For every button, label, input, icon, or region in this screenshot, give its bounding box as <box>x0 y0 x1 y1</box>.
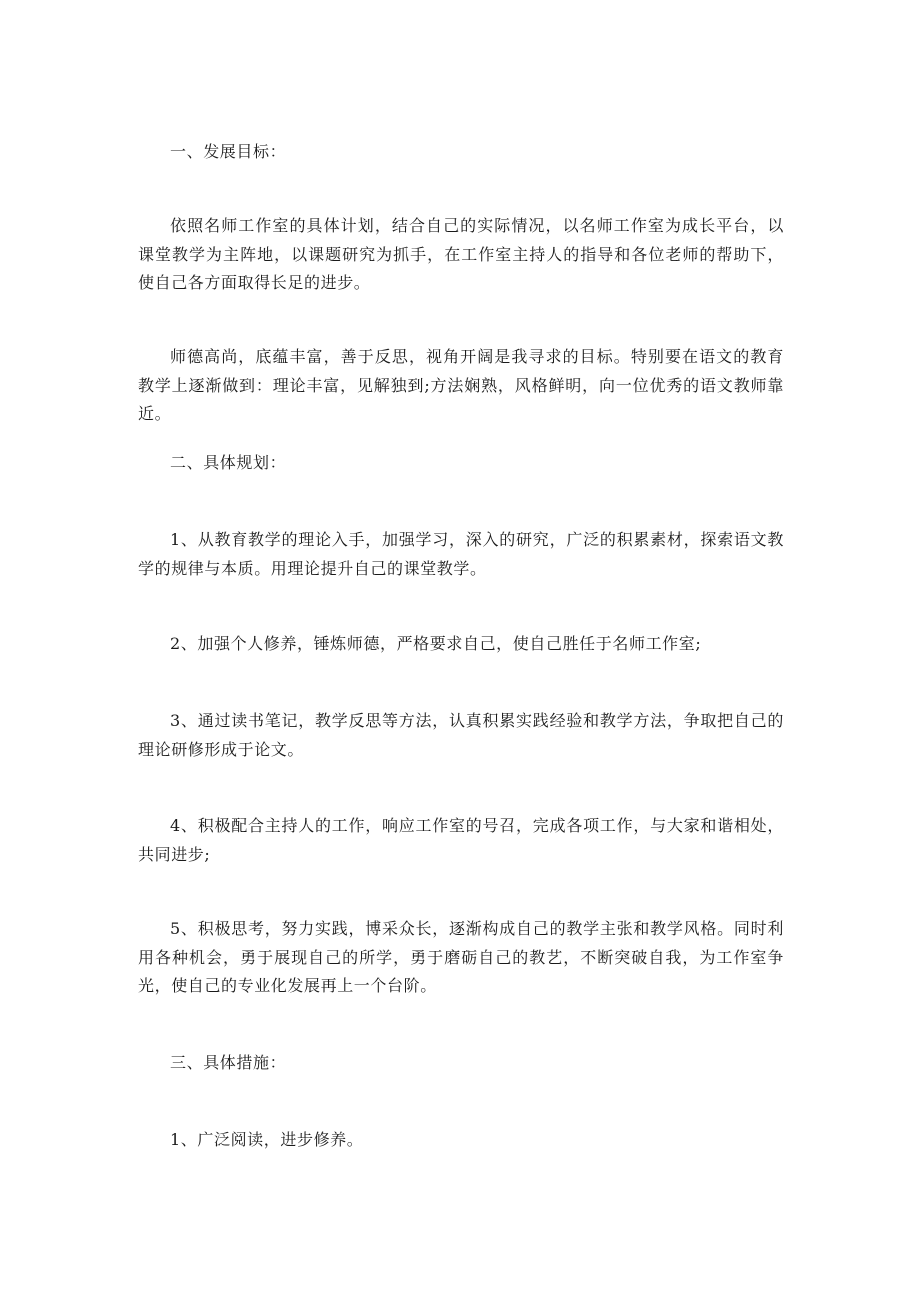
paragraph-measures-1: 1、广泛阅读，进步修养。 <box>170 1130 364 1149</box>
paragraph-goals-target: 师德高尚，底蕴丰富，善于反思，视角开阔是我寻求的目标。特别要在语文的教育教学上逐渐做到：理论丰富，见解独到;方法娴熟，风格鲜明，向一位优秀的语文教师靠近。 <box>138 347 784 423</box>
section-heading-measures: 三、具体措施： <box>170 1053 287 1072</box>
section-heading-plan: 二、具体规划： <box>170 453 287 472</box>
paragraph-plan-3: 3、通过读书笔记，教学反思等方法，认真积累实践经验和教学方法，争取把自己的理论研修形成于论文。 <box>138 711 784 759</box>
paragraph-plan-2: 2、加强个人修养，锤炼师德，严格要求自己，使自己胜任于名师工作室; <box>170 634 702 653</box>
section-heading-goals: 一、发展目标： <box>170 142 287 161</box>
paragraph-plan-4: 4、积极配合主持人的工作，响应工作室的号召，完成各项工作，与大家和谐相处，共同进步; <box>138 816 784 864</box>
paragraph-goals-plan: 依照名师工作室的具体计划，结合自己的实际情况，以名师工作室为成长平台，以课堂教学为主阵地，以课题研究为抓手，在工作室主持人的指导和各位老师的帮助下，使自己各方面取得长足的进步。 <box>138 216 784 292</box>
paragraph-plan-1: 1、从教育教学的理论入手，加强学习，深入的研究，广泛的积累素材，探索语文教学的规律与本质。用理论提升自己的课堂教学。 <box>138 530 784 578</box>
paragraph-plan-5: 5、积极思考，努力实践，博采众长，逐渐构成自己的教学主张和教学风格。同时利用各种机会，勇于展现自己的所学，勇于磨砺自己的教艺，不断突破自我，为工作室争光，使自己的专业化发展再上一个台阶。 <box>138 919 784 995</box>
